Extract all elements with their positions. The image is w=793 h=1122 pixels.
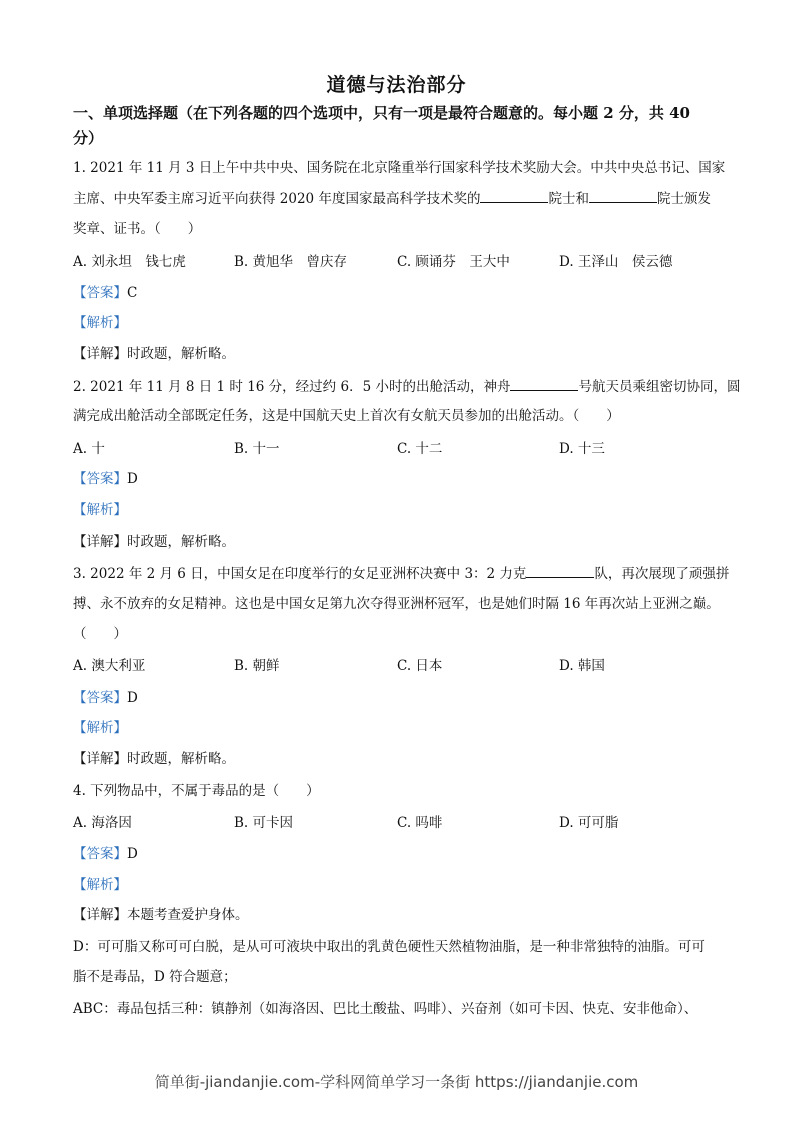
answer-value: D <box>127 690 138 706</box>
q1-option-b: B. 黄旭华 曾庆存 <box>234 254 348 270</box>
q4-answer <box>73 844 725 864</box>
q3-option-a: A. 澳大利亚 <box>73 658 146 674</box>
answer-label: 【答案】 <box>73 690 127 706</box>
q1-stem-part-a: 主席、中央军委主席习近平向获得 2020 年度国家最高科学技术奖的 <box>73 191 481 207</box>
q4-explain-line1: D：可可脂又称可可白脱，是从可可液块中取出的乳黄色硬性天然植物油脂，是一种非常独特的油脂。可可 <box>73 939 705 955</box>
answer-label: 【答案】 <box>73 285 127 301</box>
page-title: 道德与法治部分 <box>326 74 467 96</box>
section-heading: 一、单项选择题（在下列各题的四个选项中，只有一项是最符合题意的。每小题 2 分，共 40 <box>73 104 690 122</box>
q2-option-b: B. 十一 <box>234 441 280 457</box>
q4-option-b: B. 可卡因 <box>234 815 294 831</box>
q1-stem-line3: 奖章、证书。（ ） <box>73 221 202 237</box>
q3-answer <box>73 688 725 708</box>
q3-option-c: C. 日本 <box>397 658 443 674</box>
q2-option-c: C. 十二 <box>397 441 443 457</box>
q4-explain-line3: ABC：毒品包括三种：镇静剂（如海洛因、巴比土酸盐、吗啡）、兴奋剂（如可卡因、快克、安非他命）、 <box>73 1001 698 1017</box>
q4-detail: 【详解】本题考查爱护身体。 <box>73 907 249 923</box>
q3-stem-line2: 搏、永不放弃的女足精神。这也是中国女足第九次夺得亚洲杯冠军，也是她们时隔 16 年再次站上亚洲之巅。 <box>73 596 720 612</box>
answer-value: C <box>127 285 138 301</box>
q2-stem-part-a: 2. 2021 年 11 月 8 日 1 时 16 分，经过约 6．5 小时的出舱活动，神舟 <box>73 379 511 395</box>
q3-stem-part-a: 3. 2022 年 2 月 6 日，中国女足在印度举行的女足亚洲杯决赛中 3：2 力克 <box>73 566 527 582</box>
answer-label: 【答案】 <box>73 846 127 862</box>
answer-blank <box>480 188 548 203</box>
q2-answer <box>73 469 725 489</box>
q3-stem-line3: （ ） <box>73 626 127 642</box>
q3-analysis-label: 【解析】 <box>73 720 127 736</box>
q2-option-d: D. 十三 <box>559 441 605 457</box>
q1-stem-part-c: 院士颁发 <box>656 191 711 207</box>
q2-option-a: A. 十 <box>73 441 105 457</box>
q3-option-b: B. 朝鲜 <box>234 658 280 674</box>
q1-option-d: D. 王泽山 侯云德 <box>559 254 673 270</box>
q4-option-a: A. 海洛因 <box>73 815 132 831</box>
q1-stem-line1: 1. 2021 年 11 月 3 日上午中共中央、国务院在北京隆重举行国家科学技术奖励大会。中共中央总书记、国家 <box>73 160 726 176</box>
q2-detail: 【详解】时政题，解析略。 <box>73 534 235 550</box>
q1-analysis-label: 【解析】 <box>73 315 127 331</box>
q4-stem-line1: 4. 下列物品中，不属于毒品的是（ ） <box>73 783 320 799</box>
q1-stem-part-b: 院士和 <box>548 191 589 207</box>
q4-analysis-label: 【解析】 <box>73 877 127 893</box>
q3-option-d: D. 韩国 <box>559 658 605 674</box>
q4-option-c: C. 吗啡 <box>397 815 443 831</box>
q4-option-d: D. 可可脂 <box>559 815 619 831</box>
answer-blank <box>589 188 657 203</box>
q1-detail: 【详解】时政题，解析略。 <box>73 346 235 362</box>
q1-option-a: A. 刘永坦 钱七虎 <box>73 254 186 270</box>
q2-stem-line2: 满完成出舱活动全部既定任务，这是中国航天史上首次有女航天员参加的出舱活动。（ ） <box>73 408 620 424</box>
section-heading-cont: 分） <box>73 129 104 147</box>
q2-stem-part-b: 号航天员乘组密切协同，圆 <box>578 379 741 395</box>
answer-blank <box>510 376 578 391</box>
q3-detail: 【详解】时政题，解析略。 <box>73 751 235 767</box>
answer-label: 【答案】 <box>73 471 127 487</box>
q4-explain-line2: 脂不是毒品，D 符合题意； <box>73 969 237 985</box>
footer-watermark: 简单街-jiandanjie.com-学科网简单学习一条街 https://jiandanjie.com <box>154 1073 639 1091</box>
q1-stem-line2 <box>73 188 725 209</box>
answer-value: D <box>127 846 138 862</box>
q3-stem-part-b: 队，再次展现了顽强拼 <box>594 566 730 582</box>
q1-answer <box>73 283 725 303</box>
q2-analysis-label: 【解析】 <box>73 502 127 518</box>
q3-stem-line1 <box>73 563 730 584</box>
answer-blank <box>526 563 594 578</box>
q1-option-c: C. 顾诵芬 王大中 <box>397 254 510 270</box>
answer-value: D <box>127 471 138 487</box>
q2-stem-line1 <box>73 376 741 397</box>
